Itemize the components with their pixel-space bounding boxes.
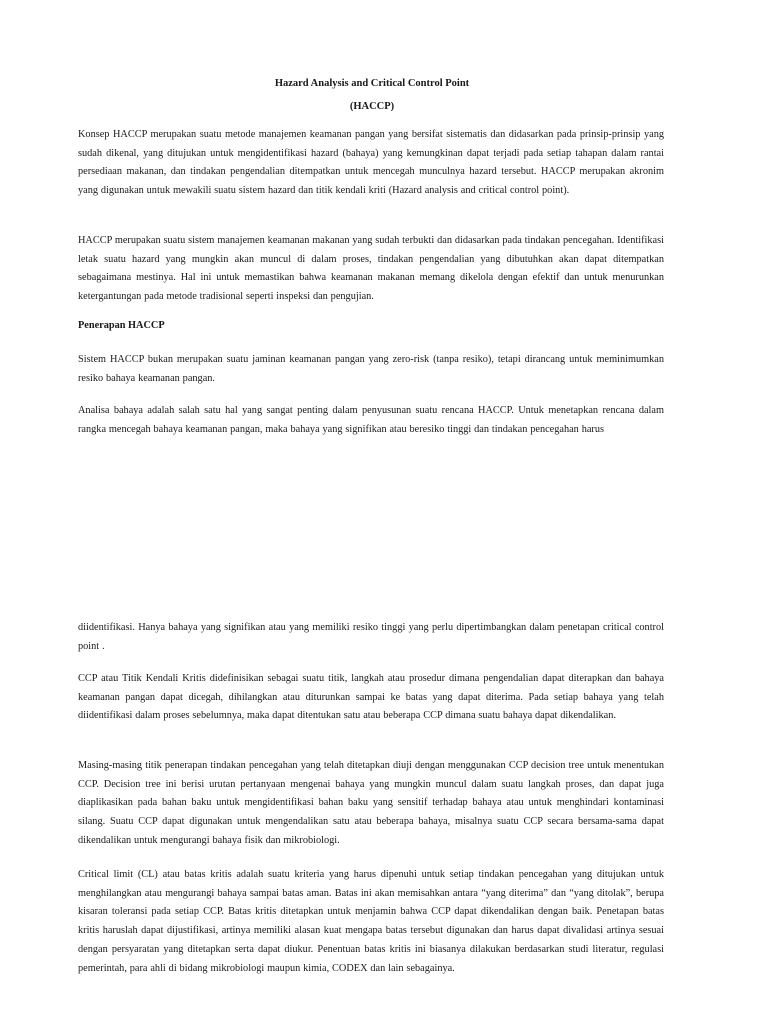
document-title-acronym: (HACCP) (349, 101, 395, 112)
intro-paragraph-1: Konsep HACCP merupakan suatu metode manajemen keamanan pangan yang bersifat sistematis dan didasarkan pada prinsip-prinsip yang sudah dikenal, yang ditujukan untuk mengidentifikasi hazard (bahaya) yang kemungkinan dapat terjadi pada setiap tahapan dalam rantai persediaan makanan, dan tindakan pengendalian ditempatkan untuk mencegah munculnya hazard tersebut. HACCP merupakan akronim yang digunakan untuk mewakili suatu sistem hazard dan titik kendali kriti (Hazard analysis and critical control point). (78, 129, 664, 197)
intro-paragraph-2: HACCP merupakan suatu sistem manajemen keamanan makanan yang sudah terbukti dan didasarkan pada tindakan pencegahan. Identifikasi letak suatu hazard yang mungkin akan muncul di dalam proses, tindakan pengendalian yang dibutuhkan akan dapat ditempatkan sebagaimana mestinya. Hal ini untuk memastikan bahwa keamanan makanan memang dikelola dengan efektif dan untuk menurunkan ketergantungan pada metode tradisional seperti inspeksi dan pengujian. (78, 235, 664, 303)
section-paragraph-4: CCP atau Titik Kendali Kritis didefinisikan sebagai suatu titik, langkah atau prosedur dimana pengendalian dapat diterapkan dan bahaya keamanan pangan dapat dicegah, dihilangkan atau diturunkan sampai ke batas yang dapat diterima. Pada setiap bahaya yang telah diidentifikasi dalam proses sebelumnya, maka dapat ditentukan satu atau beberapa CCP dimana suatu bahaya dapat dikendalikan. (78, 673, 664, 722)
section-paragraph-2: Analisa bahaya adalah salah satu hal yang sangat penting dalam penyusunan suatu rencana HACCP. Untuk menetapkan rencana dalam rangka mencegah bahaya keamanan pangan, maka bahaya yang signifikan atau beresiko tinggi dan tindakan pencegahan harus (78, 405, 664, 435)
section-paragraph-3: diidentifikasi. Hanya bahaya yang signifikan atau yang memiliki resiko tinggi yang perlu dipertimbangkan dalam penetapan critical control point . (78, 622, 664, 652)
section-paragraph-5: Masing-masing titik penerapan tindakan pencegahan yang telah ditetapkan diuji dengan menggunakan CCP decision tree untuk menentukan CCP. Decision tree ini berisi urutan pertanyaan mengenai bahaya yang mungkin muncul dalam suatu langkah proses, dan dapat juga diaplikasikan pada bahan baku untuk mengidentifikasi bahan baku yang sensitif terhadap bahaya atau untuk menghindari kontaminasi silang. Suatu CCP dapat digunakan untuk mengendalikan satu atau beberapa bahaya, misalnya suatu CCP secara bersama-sama dapat dikendalikan untuk mengurangi bahaya fisik dan mikrobiologi. (78, 760, 664, 846)
section-paragraph-1: Sistem HACCP bukan merupakan suatu jaminan keamanan pangan yang zero-risk (tanpa resiko), tetapi dirancang untuk meminimumkan resiko bahaya keamanan pangan. (78, 354, 664, 384)
document-title: Hazard Analysis and Critical Control Point (274, 78, 470, 89)
section-heading: Penerapan HACCP (78, 320, 165, 331)
section-paragraph-6: Critical limit (CL) atau batas kritis adalah suatu kriteria yang harus dipenuhi untuk setiap tindakan pencegahan yang ditujukan untuk menghilangkan atau mengurangi bahaya sampai batas aman. Batas ini akan memisahkan antara “yang diterima” dan “yang ditolak”, berupa kisaran toleransi pada setiap CCP. Batas kritis ditetapkan untuk menjamin bahwa CCP dapat dikendalikan dengan baik. Penetapan batas kritis haruslah dapat dijustifikasi, artinya memiliki alasan kuat mengapa batas tersebut digunakan dan harus dapat divalidasi artinya sesuai dengan persyaratan yang ditetapkan serta dapat diukur. Penentuan batas kritis ini biasanya dilakukan berdasarkan studi literatur, regulasi pemerintah, para ahli di bidang mikrobiologi maupun kimia, CODEX dan lain sebagainya. (78, 869, 664, 974)
